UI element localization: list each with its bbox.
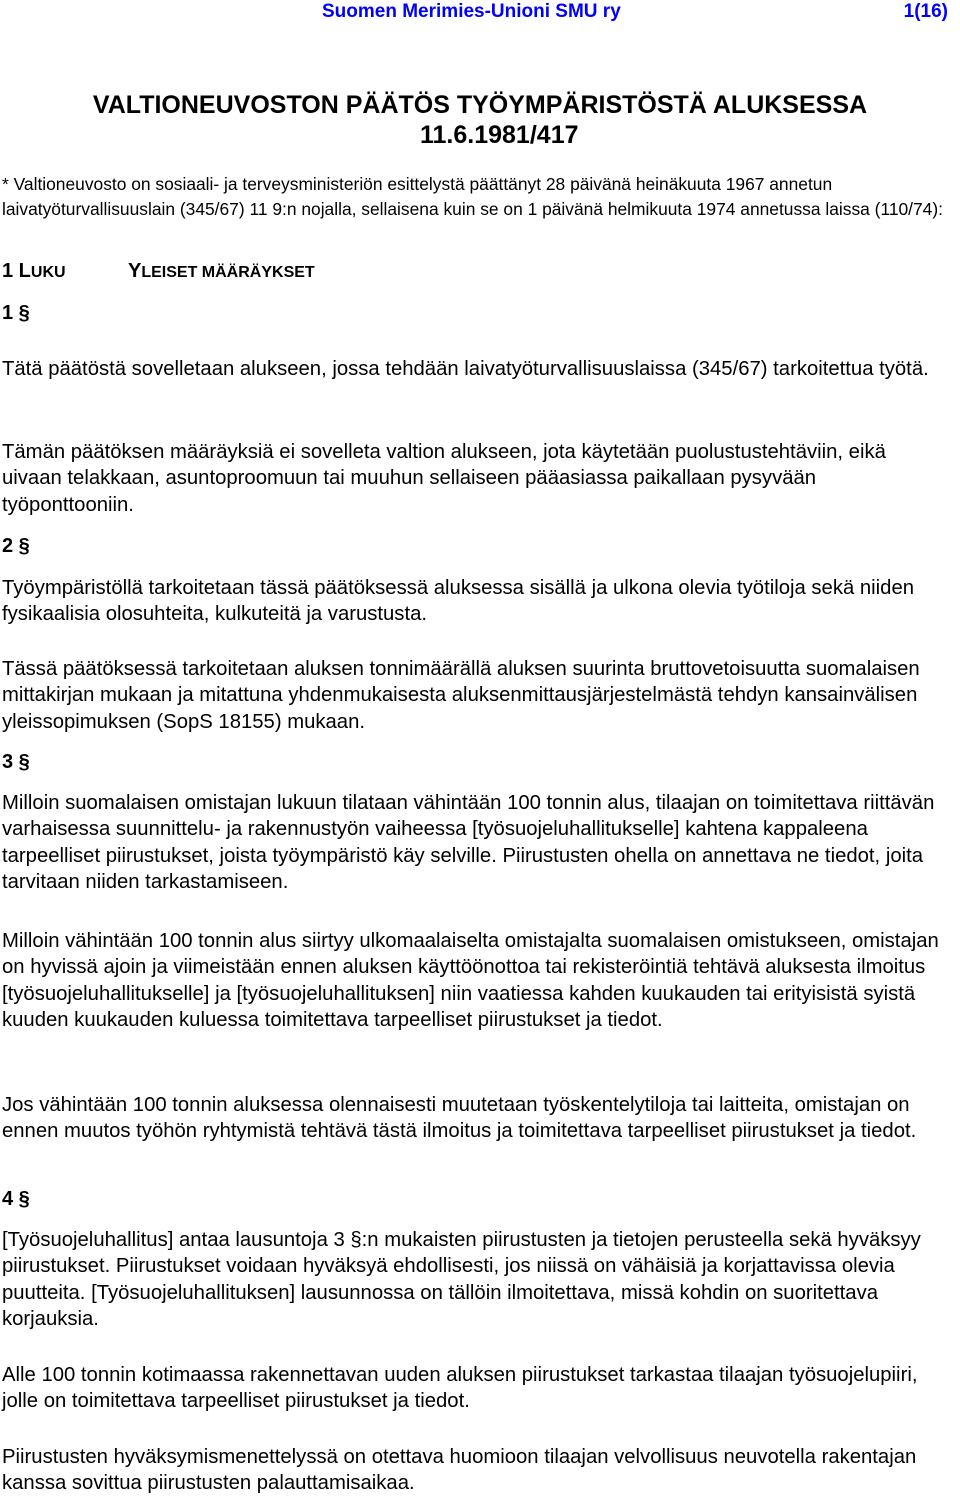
chapter-number: 1 LUKU — [2, 260, 66, 282]
document-date-number: 11.6.1981/417 — [420, 121, 579, 149]
preamble: * Valtioneuvosto on sosiaali- ja terveysministeriön esittelystä päättänyt 28 päivänä heinäkuuta 1967 annetun laivatyöturvallisuuslain (345/67) 11 9:n nojalla, sellaisena kuin se on 1 päivänä helmikuuta 1974 annetussa laissa (110/74): — [2, 174, 943, 219]
section-1-paragraph-2: Tämän päätöksen määräyksiä ei sovelleta valtion alukseen, jota käytetään puolustustehtäviin, eikä uivaan telakkaan, asuntoproomuun tai muuhun sellaiseen pääasiassa paikallaan pysyvään työponttooniin. — [2, 441, 886, 516]
section-2-paragraph-2: Tässä päätöksessä tarkoitetaan aluksen tonnimäärällä aluksen suurinta bruttovetoisuutta suomalaisen mittakirjan mukaan ja mitattuna yhdenmukaisesta aluksenmittausjärjestelmästä tehdyn kansainvälisen yleissopimuksen (SopS 18155) mukaan. — [2, 658, 920, 733]
section-2-heading: 2 § — [2, 535, 30, 557]
section-3-paragraph-3: Jos vähintään 100 tonnin aluksessa olennaisesti muutetaan työskentelytiloja tai laitteita, omistajan on ennen muutos työhön ryhtymistä tehtävä tästä ilmoitus ja toimitettava tarpeelliset piirustukset ja tiedot. — [2, 1094, 917, 1143]
page-header — [0, 0, 960, 30]
section-3-heading: 3 § — [2, 751, 30, 773]
section-4-paragraph-1: [Työsuojeluhallitus] antaa lausuntoja 3 §:n mukaisten piirustusten ja tietojen perusteella sekä hyväksyy piirustukset. Piirustukset voidaan hyväksyä ehdollisesti, jos niissä on vähäisiä ja korjattavissa olevia puutteita. [Työsuojeluhallituksen] lausunnossa on tällöin ilmoitettava, missä kohdin on suoritettava korjauksia. — [2, 1229, 921, 1331]
section-3-paragraph-2: Milloin vähintään 100 tonnin alus siirtyy ulkomaalaiselta omistajalta suomalaisen omistukseen, omistajan on hyvissä ajoin ja viimeistään ennen aluksen käyttöönottoa tai rekisteröintiä tehtävä aluksesta ilmoitus [työsuojeluhallitukselle] ja [työsuojeluhallituksen] niin vaatiessa kahden kuukauden tai erityisistä syistä kuuden kuukauden kuluessa toimitettava tarpeelliset piirustukset ja tiedot. — [2, 930, 939, 1032]
section-1-paragraph-1: Tätä päätöstä sovelletaan alukseen, jossa tehdään laivatyöturvallisuuslaissa (345/67) tarkoitettua työtä. — [2, 358, 929, 380]
section-1-heading: 1 § — [2, 302, 30, 324]
document-title: VALTIONEUVOSTON PÄÄTÖS TYÖYMPÄRISTÖSTÄ ALUKSESSA — [92, 91, 868, 119]
section-4-paragraph-2: Alle 100 tonnin kotimaassa rakennettavan uuden aluksen piirustukset tarkastaa tilaajan työsuojelupiiri, jolle on toimitettava tarpeelliset piirustukset ja tiedot. — [2, 1364, 918, 1413]
organization-name: Suomen Merimies-Unioni SMU ry — [322, 1, 621, 22]
section-3-paragraph-1: Milloin suomalaisen omistajan lukuun tilataan vähintään 100 tonnin alus, tilaajan on toimitettava riittävän varhaisessa suunnittelu- ja rakennustyön vaiheessa [työsuojeluhallitukselle] kahtena kappaleena tarpeelliset piirustukset, joista työympäristö käy selville. Piirustusten ohella on annettava ne tiedot, joita tarvitaan niiden tarkastamiseen. — [2, 792, 935, 894]
chapter-title: YLEISET MÄÄRÄYKSET — [128, 260, 315, 282]
section-4-heading: 4 § — [2, 1188, 30, 1210]
page-number: 1(16) — [903, 1, 948, 22]
section-4-paragraph-3: Piirustusten hyväksymismenettelyssä on otettava huomioon tilaajan velvollisuus neuvotella rakentajan kanssa sovittua piirustusten palauttamisaikaa. — [2, 1446, 917, 1495]
section-2-paragraph-1: Työympäristöllä tarkoitetaan tässä päätöksessä aluksessa sisällä ja ulkona olevia työtiloja sekä niiden fysikaalisia olosuhteita, kulkuteitä ja varustusta. — [2, 577, 915, 626]
